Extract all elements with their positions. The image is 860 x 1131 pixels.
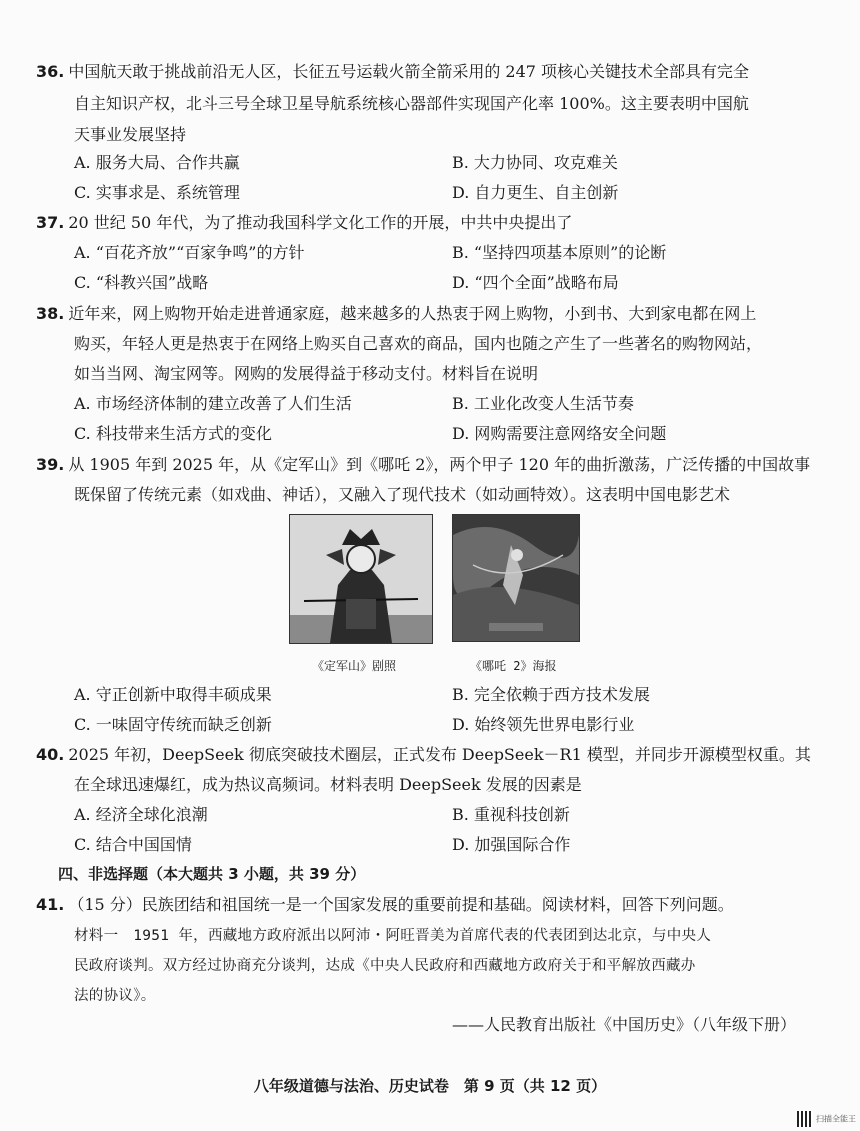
q36-line2: 自主知识产权，北斗三号全球卫星导航系统核心器部件实现国产化率 100%。这主要表明中国航 [74, 94, 749, 113]
scanner-watermark: 扫描全能王 [797, 1111, 856, 1127]
q38-option-d: D. 网购需要注意网络安全问题 [452, 424, 667, 443]
q37-option-d: D. “四个全面”战略布局 [452, 273, 619, 292]
q36-option-d: D. 自力更生、自主创新 [452, 183, 619, 202]
q38-number: 38. [36, 304, 65, 323]
q41-material1-line3: 法的协议》。 [74, 988, 156, 1004]
q38-line2: 购买，年轻人更是热衷于在网络上购买自己喜欢的商品，国内也随之产生了一些著名的购物网站， [74, 334, 763, 353]
nezha2-caption: 《哪吒 2》海报 [470, 659, 557, 673]
q40-line2: 在全球迅速爆红，成为热议高频词。材料表明 DeepSeek 发展的因素是 [74, 775, 582, 794]
section-4-heading: 四、非选择题（本大题共 3 小题，共 39 分） [58, 865, 366, 883]
dingjunshan-caption: 《定军山》剧照 [312, 659, 397, 673]
q36-option-c: C. 实事求是、系统管理 [74, 183, 240, 202]
q40-option-d: D. 加强国际合作 [452, 835, 571, 854]
q41-material1-line2: 民政府谈判。双方经过协商充分谈判，达成《中央人民政府和西藏地方政府关于和平解放西藏办 [74, 958, 696, 974]
dingjunshan-photo [289, 514, 433, 644]
q39-line1: 39. 从 1905 年到 2025 年，从《定军山》到《哪吒 2》，两个甲子 120 年的曲折激荡，广泛传播的中国故事 [36, 455, 811, 474]
q36-line3: 天事业发展坚持 [74, 125, 187, 144]
q39-option-d: D. 始终领先世界电影行业 [452, 715, 635, 734]
q41-number: 41. [36, 895, 65, 914]
qr-code-icon [797, 1111, 813, 1127]
q38-option-a: A. 市场经济体制的建立改善了人们生活 [74, 394, 352, 413]
q38-line3: 如当当网、淘宝网等。网购的发展得益于移动支付。材料旨在说明 [74, 364, 539, 383]
q38-line1: 38. 近年来，网上购物开始走进普通家庭，越来越多的人热衷于网上购物，小到书、大到家电都在网上 [36, 304, 757, 323]
q39-option-c: C. 一味固守传统而缺乏创新 [74, 715, 272, 734]
q39-line2: 既保留了传统元素（如戏曲、神话），又融入了现代技术（如动画特效）。这表明中国电影艺术 [74, 485, 731, 504]
q40-number: 40. [36, 745, 65, 764]
q37-option-b: B. “坚持四项基本原则”的论断 [452, 243, 667, 262]
q36-option-b: B. 大力协同、攻克难关 [452, 153, 618, 172]
q41-line1: 41. （15 分）民族团结和祖国统一是一个国家发展的重要前提和基础。阅读材料，回答下列问题。 [36, 895, 734, 914]
q36-line1: 36. 中国航天敢于挑战前沿无人区，长征五号运载火箭全箭采用的 247 项核心关键技术全部具有完全 [36, 62, 750, 81]
q39-option-a: A. 守正创新中取得丰硕成果 [74, 685, 272, 704]
q40-option-c: C. 结合中国国情 [74, 835, 192, 854]
q39-number: 39. [36, 455, 65, 474]
q40-option-b: B. 重视科技创新 [452, 805, 570, 824]
q41-source: ——人民教育出版社《中国历史》（八年级下册） [451, 1015, 796, 1034]
q38-option-c: C. 科技带来生活方式的变化 [74, 424, 272, 443]
q40-option-a: A. 经济全球化浪潮 [74, 805, 208, 824]
q41-material1-line1: 材料一 1951 年，西藏地方政府派出以阿沛・阿旺晋美为首席代表的代表团到达北京，与中央人 [74, 928, 712, 944]
q37-option-c: C. “科教兴国”战略 [74, 273, 209, 292]
q36-option-a: A. 服务大局、合作共赢 [74, 153, 240, 172]
q40-line1: 40. 2025 年初，DeepSeek 彻底突破技术圈层，正式发布 DeepSeek－R1 模型，并同步开源模型权重。其 [36, 745, 811, 764]
nezha2-poster [452, 514, 580, 642]
page-footer: 八年级道德与法治、历史试卷 第 9 页（共 12 页） [253, 1077, 607, 1095]
q37-option-a: A. “百花齐放”“百家争鸣”的方针 [74, 243, 305, 262]
q37-number: 37. [36, 213, 65, 232]
q39-option-b: B. 完全依赖于西方技术发展 [452, 685, 650, 704]
q36-number: 36. [36, 62, 65, 81]
q37-line1: 37. 20 世纪 50 年代，为了推动我国科学文化工作的开展，中共中央提出了 [36, 213, 573, 232]
q38-option-b: B. 工业化改变人生活节奏 [452, 394, 634, 413]
